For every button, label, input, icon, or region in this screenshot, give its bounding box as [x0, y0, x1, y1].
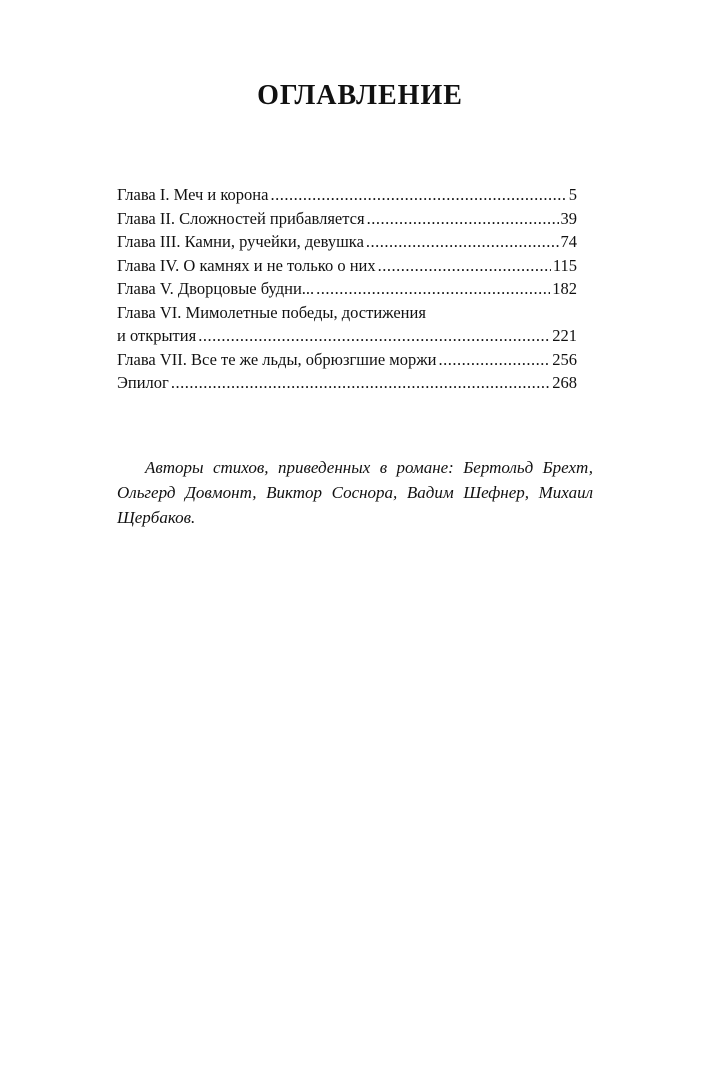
toc-entry-label: Глава VII. Все те же льды, обрюзгшие моржи [117, 349, 437, 369]
toc-entry-label: Глава II. Сложностей прибавляется [117, 208, 365, 228]
toc-entry-epilogue[interactable] [117, 371, 577, 395]
toc-entry-page: 256 [552, 349, 577, 369]
toc-dot-leader [366, 230, 559, 254]
poems-authors-note: Авторы стихов, приведенных в романе: Бертольд Брехт, Ольгерд Довмонт, Виктор Соснора, Вадим Шефнер, Михаил Щербаков. [117, 458, 593, 527]
page-title: ОГЛАВЛЕНИЕ [257, 80, 463, 111]
toc-entry-chapter-2[interactable] [117, 207, 577, 231]
toc-entry-chapter-5[interactable] [117, 277, 577, 301]
toc-dot-leader [270, 183, 566, 207]
toc-entry-chapter-7[interactable] [117, 348, 577, 372]
toc-entry-label: Глава V. Дворцовые будни... [117, 279, 315, 298]
toc-dot-leader [367, 207, 559, 231]
toc-entry-chapter-1[interactable] [117, 183, 577, 207]
toc-dot-leader [438, 348, 550, 372]
toc-entry-page: 39 [560, 208, 577, 228]
toc-entry-label: Глава I. Меч и корона [117, 185, 269, 204]
toc-entry-page: 115 [552, 255, 577, 275]
toc-entry-page: 182 [552, 279, 577, 298]
toc-entry-page: 5 [568, 185, 577, 204]
toc-entry-page: 221 [552, 326, 577, 345]
toc-entry-chapter-4[interactable] [117, 254, 577, 278]
table-of-contents [117, 183, 577, 395]
toc-dot-leader [378, 254, 551, 278]
toc-entry-chapter-6-line-1[interactable] [117, 301, 577, 325]
toc-entry-chapter-6-line-2[interactable] [117, 324, 577, 348]
toc-dot-leader [316, 277, 550, 301]
toc-entry-page: 268 [552, 373, 577, 392]
toc-entry-label: и открытия [117, 326, 197, 345]
toc-entry-label: Глава IV. О камнях и не только о них [117, 255, 376, 275]
toc-entry-label: Эпилог [117, 373, 169, 392]
toc-dot-leader [198, 324, 550, 348]
toc-dot-leader [171, 371, 550, 395]
toc-entry-label: Глава VI. Мимолетные победы, достижения [117, 302, 426, 322]
toc-entry-chapter-3[interactable] [117, 230, 577, 254]
toc-entry-page: 74 [560, 232, 577, 251]
toc-entry-label: Глава III. Камни, ручейки, девушка [117, 232, 364, 251]
